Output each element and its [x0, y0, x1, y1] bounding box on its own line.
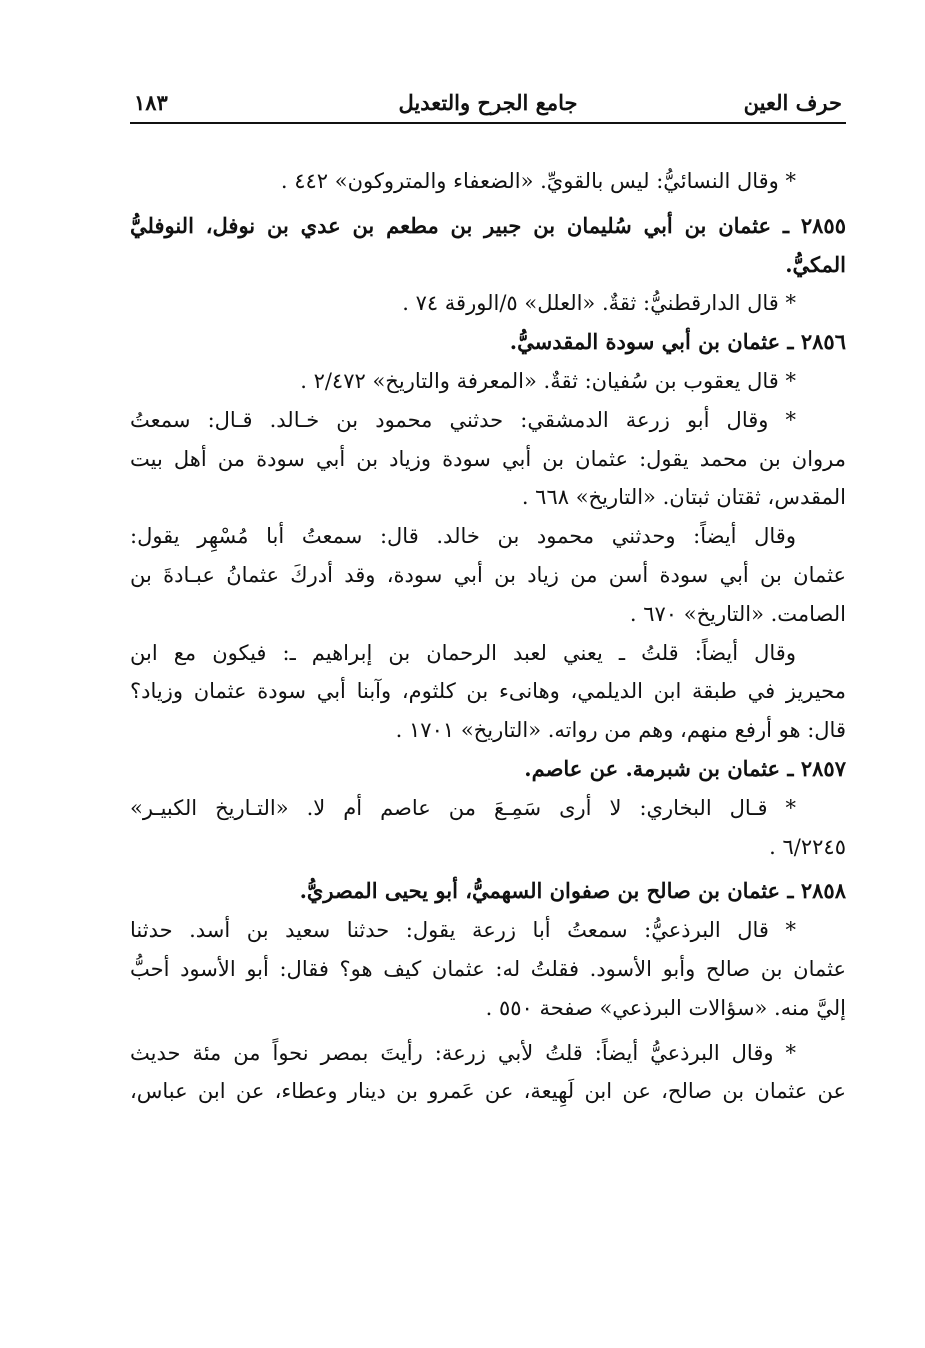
- text-line: عن عثمان بن صالح، عن ابن لَهِيعة، عن عَمرو بن دينار وعطاء، عن ابن عباس،: [130, 1079, 846, 1104]
- text-line: عثمان بن صالح وأبو الأسود. فقلتُ له: عثمان كيف هو؟ فقال: أبو الأسود أحبُّ: [130, 956, 846, 981]
- text-line: مروان بن محمد يقول: عثمان بن أبي سودة وزياد بن أبي سودة من أهل بيت: [130, 446, 846, 471]
- text-line: * وقال النسائيُّ: ليس بالقويِّ. «الضعفاء والمتروكون» ٤٤٢ .: [280, 169, 796, 193]
- book-title: جامع الجرح والتعديل: [398, 90, 578, 115]
- text-line: * وقال أبو زرعة الدمشقي: حدثني محمود بن خـالد. قـال: سمعتُ: [130, 407, 796, 432]
- text-line: * قال الدارقطنيُّ: ثقةٌ. «العلل» ٥/الورقة ٧٤ .: [402, 291, 796, 316]
- entry-heading: ٢٨٥٦ ـ عثمان بن أبي سودة المقدسيُّ.: [509, 329, 846, 355]
- text-line: محيريز في طبقة ابن الديلمي، وهانىء بن كلثوم، وآبنا أبي سودة عثمان وزياد؟: [130, 679, 846, 704]
- entry-heading: ٢٨٥٧ ـ عثمان بن شبرمة. عن عاصم.: [524, 755, 846, 781]
- entry-heading: ٢٨٥٥ ـ عثمان بن أبي سُليمان بن جبير بن مطعم بن عدي بن نوفل، النوفليُّ: [130, 212, 846, 238]
- text-line: * قـال البخاري: لا أرى سَمِـعَ من عاصم أم لا. «التـاريخ الكبيـر»: [130, 795, 796, 820]
- text-line: المقدس، ثقتان ثبتان. «التاريخ» ٦٦٨ .: [521, 485, 846, 510]
- section-title: حرف العين: [743, 90, 842, 115]
- entry-heading: ٢٨٥٨ ـ عثمان بن صالح بن صفوان السهميُّ، أبو يحيى المصريُّ.: [299, 878, 846, 904]
- running-header: [130, 72, 846, 124]
- page-number: ١٨٣: [134, 90, 168, 115]
- text-line: * قال البرذعيُّ: سمعتُ أبا زرعة يقول: حدثنا سعيد بن أسد. حدثنا: [130, 918, 796, 943]
- text-line: ٦/٢٢٤٥ .: [769, 834, 846, 859]
- text-line: * وقال البرذعيُّ أيضاً: قلتُ لأبي زرعة: رأيتَ بمصر نحواً من مئة حديث: [130, 1040, 796, 1065]
- text-line: قال: هو أرفع منهم، وهم من رواته. «التاريخ» ١٧٠١ .: [395, 718, 846, 743]
- entry-heading-cont: المكيُّ.: [785, 251, 846, 277]
- text-line: إليَّ منه. «سؤالات البرذعي» صفحة ٥٥٠ .: [485, 995, 846, 1020]
- text-line: وقال أيضاً: وحدثني محمود بن خالد. قال: سمعتُ أبا مُسْهِر يقول:: [130, 524, 796, 549]
- text-line: وقال أيضاً: قلتُ ـ يعني لعبد الرحمان بن إبراهيم ـ: فيكون مع ابن: [130, 640, 796, 665]
- text-line: الصامت. «التاريخ» ٦٧٠ .: [629, 601, 846, 626]
- page-body: [130, 162, 846, 1111]
- text-line: * قال يعقوب بن سُفيان: ثقةٌ. «المعرفة والتاريخ» ٢/٤٧٢ .: [300, 368, 796, 393]
- text-line: عثمان بن أبي سودة أسن من زياد بن أبي سودة، وقد أدركَ عثمانُ عبـادةَ بن: [130, 562, 846, 587]
